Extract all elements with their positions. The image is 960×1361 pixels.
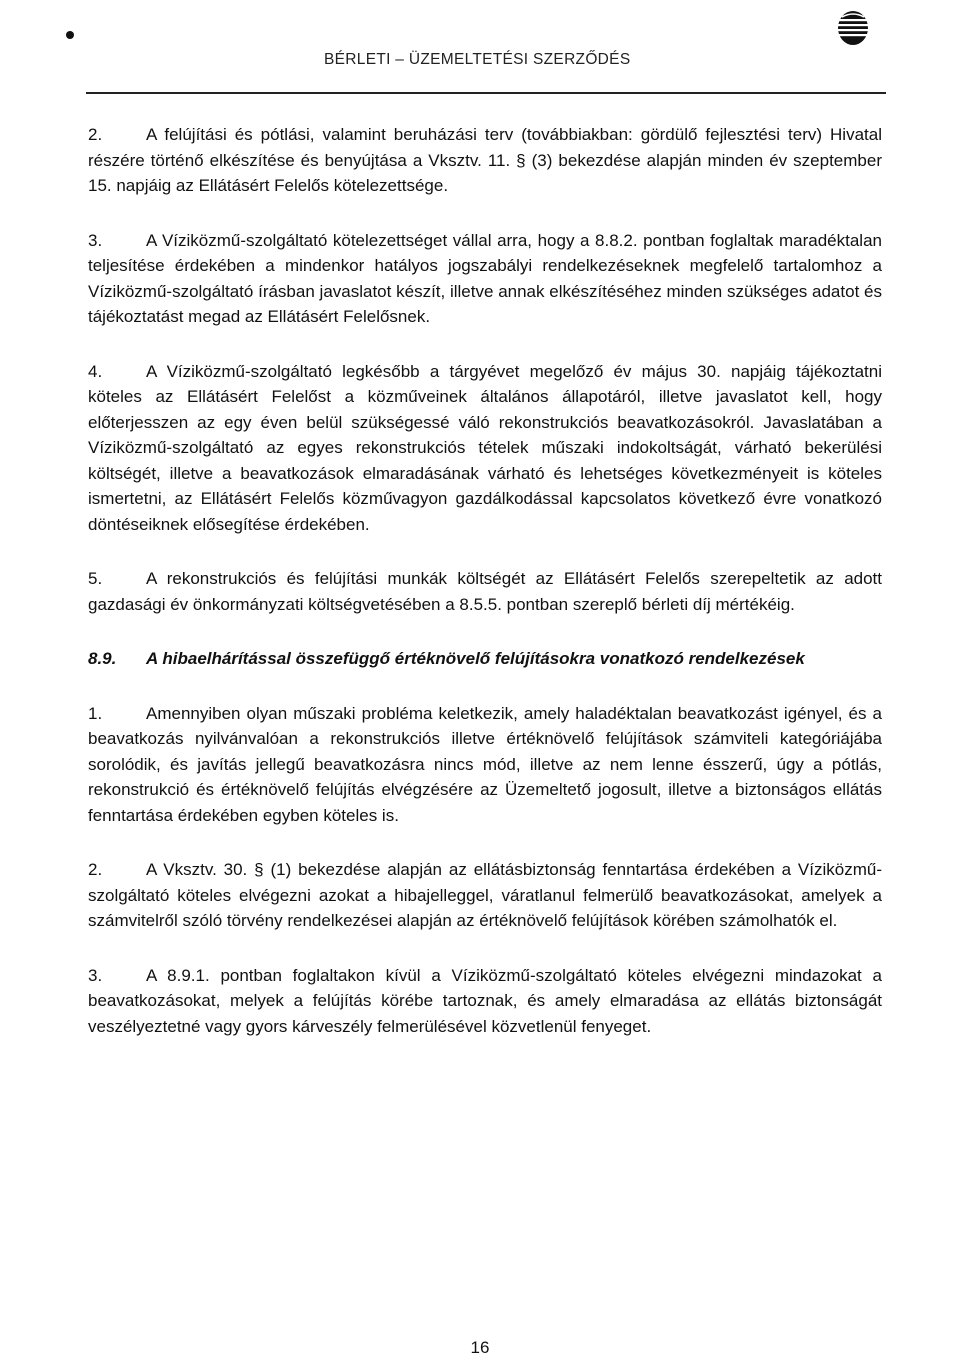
document-header-title: BÉRLETI – ÜZEMELTETÉSI SZERZŐDÉS <box>324 51 631 68</box>
paragraph-2 <box>88 122 882 199</box>
paragraph-text: A Víziközmű-szolgáltató kötelezettséget vállal arra, hogy a 8.8.2. pontban foglaltak maradéktalan teljesítése érdekében a mindenkor hatályos jogszabályi rendelkezéseknek megfelelő tartalomhoz a Víziközmű-szolgáltató írásban javaslatot készít, illetve annak elkészítéséhez minden szükséges adatot és tájékoztatást megad az Ellátásért Felelősnek. <box>88 230 882 326</box>
paragraph-number: 2. <box>88 125 103 144</box>
paragraph-text: A Vksztv. 30. § (1) bekezdése alapján az ellátásbiztonság fenntartása érdekében a Víziközmű-szolgáltató köteles elvégezni azokat a hibajelleggel, váratlanul felmerülő beavatkozásokat, amelyek a számvitelről szóló törvény rendelkezései alapján az értéknövelő felújítások körében számolhatók el. <box>88 860 882 930</box>
paragraph-5 <box>88 566 882 617</box>
paragraph-8-9-3 <box>88 963 882 1040</box>
paragraph-text: A felújítási és pótlási, valamint beruházási terv (továbbiakban: gördülő fejlesztési terv) Hivatal részére történő elkészítése és benyújtása a Vksztv. 11. § (3) bekezdése alapján minden év szeptember 15. napjáig az Ellátásért Felelős kötelezettsége. <box>88 125 882 195</box>
paragraph-number: 3. <box>88 965 103 985</box>
paragraph-4 <box>88 359 882 538</box>
section-number: 8.9. <box>88 649 117 668</box>
paragraph-number: 2. <box>88 860 103 879</box>
page-number: 16 <box>470 1338 490 1357</box>
paragraph-number: 5. <box>88 569 103 588</box>
section-title: A hibaelhárítással összefüggő értéknövelő felújításokra vonatkozó rendelkezések <box>146 649 805 668</box>
paragraph-text: A rekonstrukciós és felújítási munkák költségét az Ellátásért Felelős szerepeltetik az adott gazdasági év önkormányzati költségvetésében a 8.5.5. pontban szereplő bérleti díj mértékéig. <box>88 569 882 614</box>
paragraph-text: A Víziközmű-szolgáltató legkésőbb a tárgyévet megelőző év május 30. napjáig tájékoztatni köteles az Ellátásért Felelőst a közműveinek általános állapotáról, illetve javaslatot kell, hogy előterjesszen az egy éven belül szükségessé váló rekonstrukciós beavatkozásokról. Javaslatában a Víziközmű-szolgáltató az egyes rekonstrukciós tételek műszaki indokoltságát, várható bekerülési költségét, illetve a beavatkozások elmaradásának várható és lehetséges következményeit is köteles ismertetni, az Ellátásért Felelős közművagyon gazdálkodással kapcsolatos következő évre vonatkozó döntéseiknek elősegítése érdekében. <box>88 361 882 534</box>
paragraph-text: Amennyiben olyan műszaki probléma keletkezik, amely haladéktalan beavatkozást igényel, és a beavatkozás nyilvánvalóan a rekonstrukciós illetve értéknövelő felújítások számviteli kategóriájába sorolódik, és javítás jellegű beavatkozásra nincs mód, illetve az nem lenne ésszerű, úgy a pótlás, rekonstrukció és értéknövelő felújítás elvégzésére az Üzemeltető jogosult, illetve a biztonságos ellátás fenntartása érdekében egyben köteles is. <box>88 703 882 825</box>
paragraph-text: A 8.9.1. pontban foglaltakon kívül a Víziközmű-szolgáltató köteles elvégezni mindazokat a beavatkozásokat, melyek a felújítás körébe tartoznak, és amely elmaradása az ellátás biztonságát veszélyeztetné vagy gyors kárveszély felmerülésével közvetlenül fenyeget. <box>88 965 882 1036</box>
paragraph-number: 3. <box>88 230 103 250</box>
globe-stripes-icon <box>836 8 870 48</box>
paragraph-3 <box>88 228 882 330</box>
paragraph-8-9-1 <box>88 701 882 829</box>
paragraph-8-9-2 <box>88 857 882 934</box>
header-divider <box>86 92 886 94</box>
paragraph-number: 1. <box>88 703 103 723</box>
bullet-mark <box>66 31 74 39</box>
document-body <box>88 122 882 1068</box>
section-heading <box>88 646 882 672</box>
paragraph-number: 4. <box>88 361 103 381</box>
